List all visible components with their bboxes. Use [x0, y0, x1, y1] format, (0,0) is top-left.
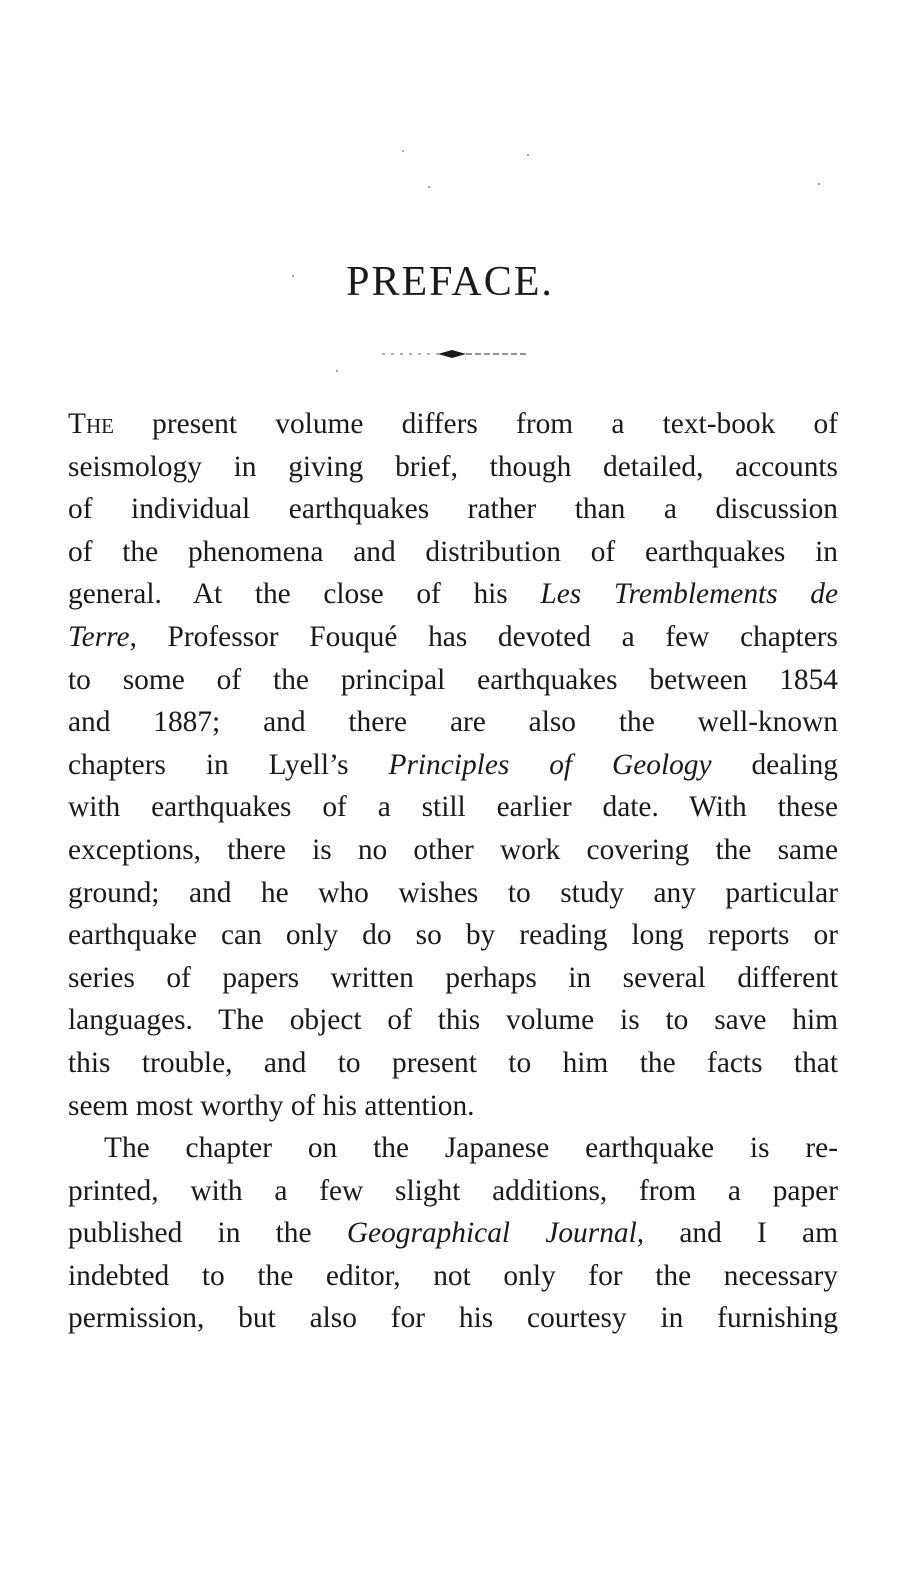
book-title-italic: Terre,: [68, 620, 137, 653]
journal-title-italic: Geographical Journal,: [346, 1217, 645, 1250]
ink-speck: [336, 370, 338, 372]
book-title-italic: Principles of Geology: [388, 748, 712, 781]
text-line: published in the Geographical Journal, and I am: [68, 1217, 838, 1250]
ink-speck: [428, 186, 430, 188]
text-line: seem most worthy of his attention.: [68, 1089, 475, 1122]
diamond-rule-ornament: [380, 347, 530, 361]
text-line: The chapter on the Japanese earthquake is re-: [104, 1132, 838, 1165]
ink-speck: [818, 183, 820, 185]
text-line: with earthquakes of a still earlier date. With these: [68, 791, 838, 824]
text-line: chapters in Lyell’s Principles of Geology dealing: [68, 748, 838, 781]
text-line: this trouble, and to present to him the facts that: [68, 1046, 838, 1079]
text-line: languages. The object of this volume is to save him: [68, 1004, 838, 1037]
preface-body: [68, 403, 838, 1340]
text-line: general. At the close of his Les Tremblements de: [68, 578, 838, 611]
text-line: printed, with a few slight additions, from a paper: [68, 1174, 838, 1207]
text-line: of the phenomena and distribution of earthquakes in: [68, 535, 838, 568]
ink-speck: [402, 150, 404, 152]
text-line: The present volume differs from a text-book of: [68, 408, 838, 440]
text-line: seismology in giving brief, though detailed, accounts: [68, 450, 838, 483]
text-line: and 1887; and there are also the well-known: [68, 706, 838, 739]
text-line: Terre, Professor Fouqué has devoted a few chapters: [68, 620, 838, 653]
opening-word: The: [68, 408, 114, 440]
page-title: PREFACE.: [346, 259, 554, 305]
text-line: of individual earthquakes rather than a discussion: [68, 493, 838, 526]
text-line: series of papers written perhaps in several different: [68, 961, 838, 994]
text-line: indebted to the editor, not only for the necessary: [68, 1259, 838, 1292]
text-line: permission, but also for his courtesy in furnishing: [68, 1302, 838, 1335]
text-line: exceptions, there is no other work covering the same: [68, 833, 838, 866]
ink-speck: [527, 154, 529, 156]
text-line: earthquake can only do so by reading long reports or: [68, 919, 838, 952]
book-title-italic: Les Tremblements de: [540, 578, 838, 611]
text-line: ground; and he who wishes to study any particular: [68, 876, 838, 909]
text-line: to some of the principal earthquakes between 1854: [68, 663, 838, 696]
